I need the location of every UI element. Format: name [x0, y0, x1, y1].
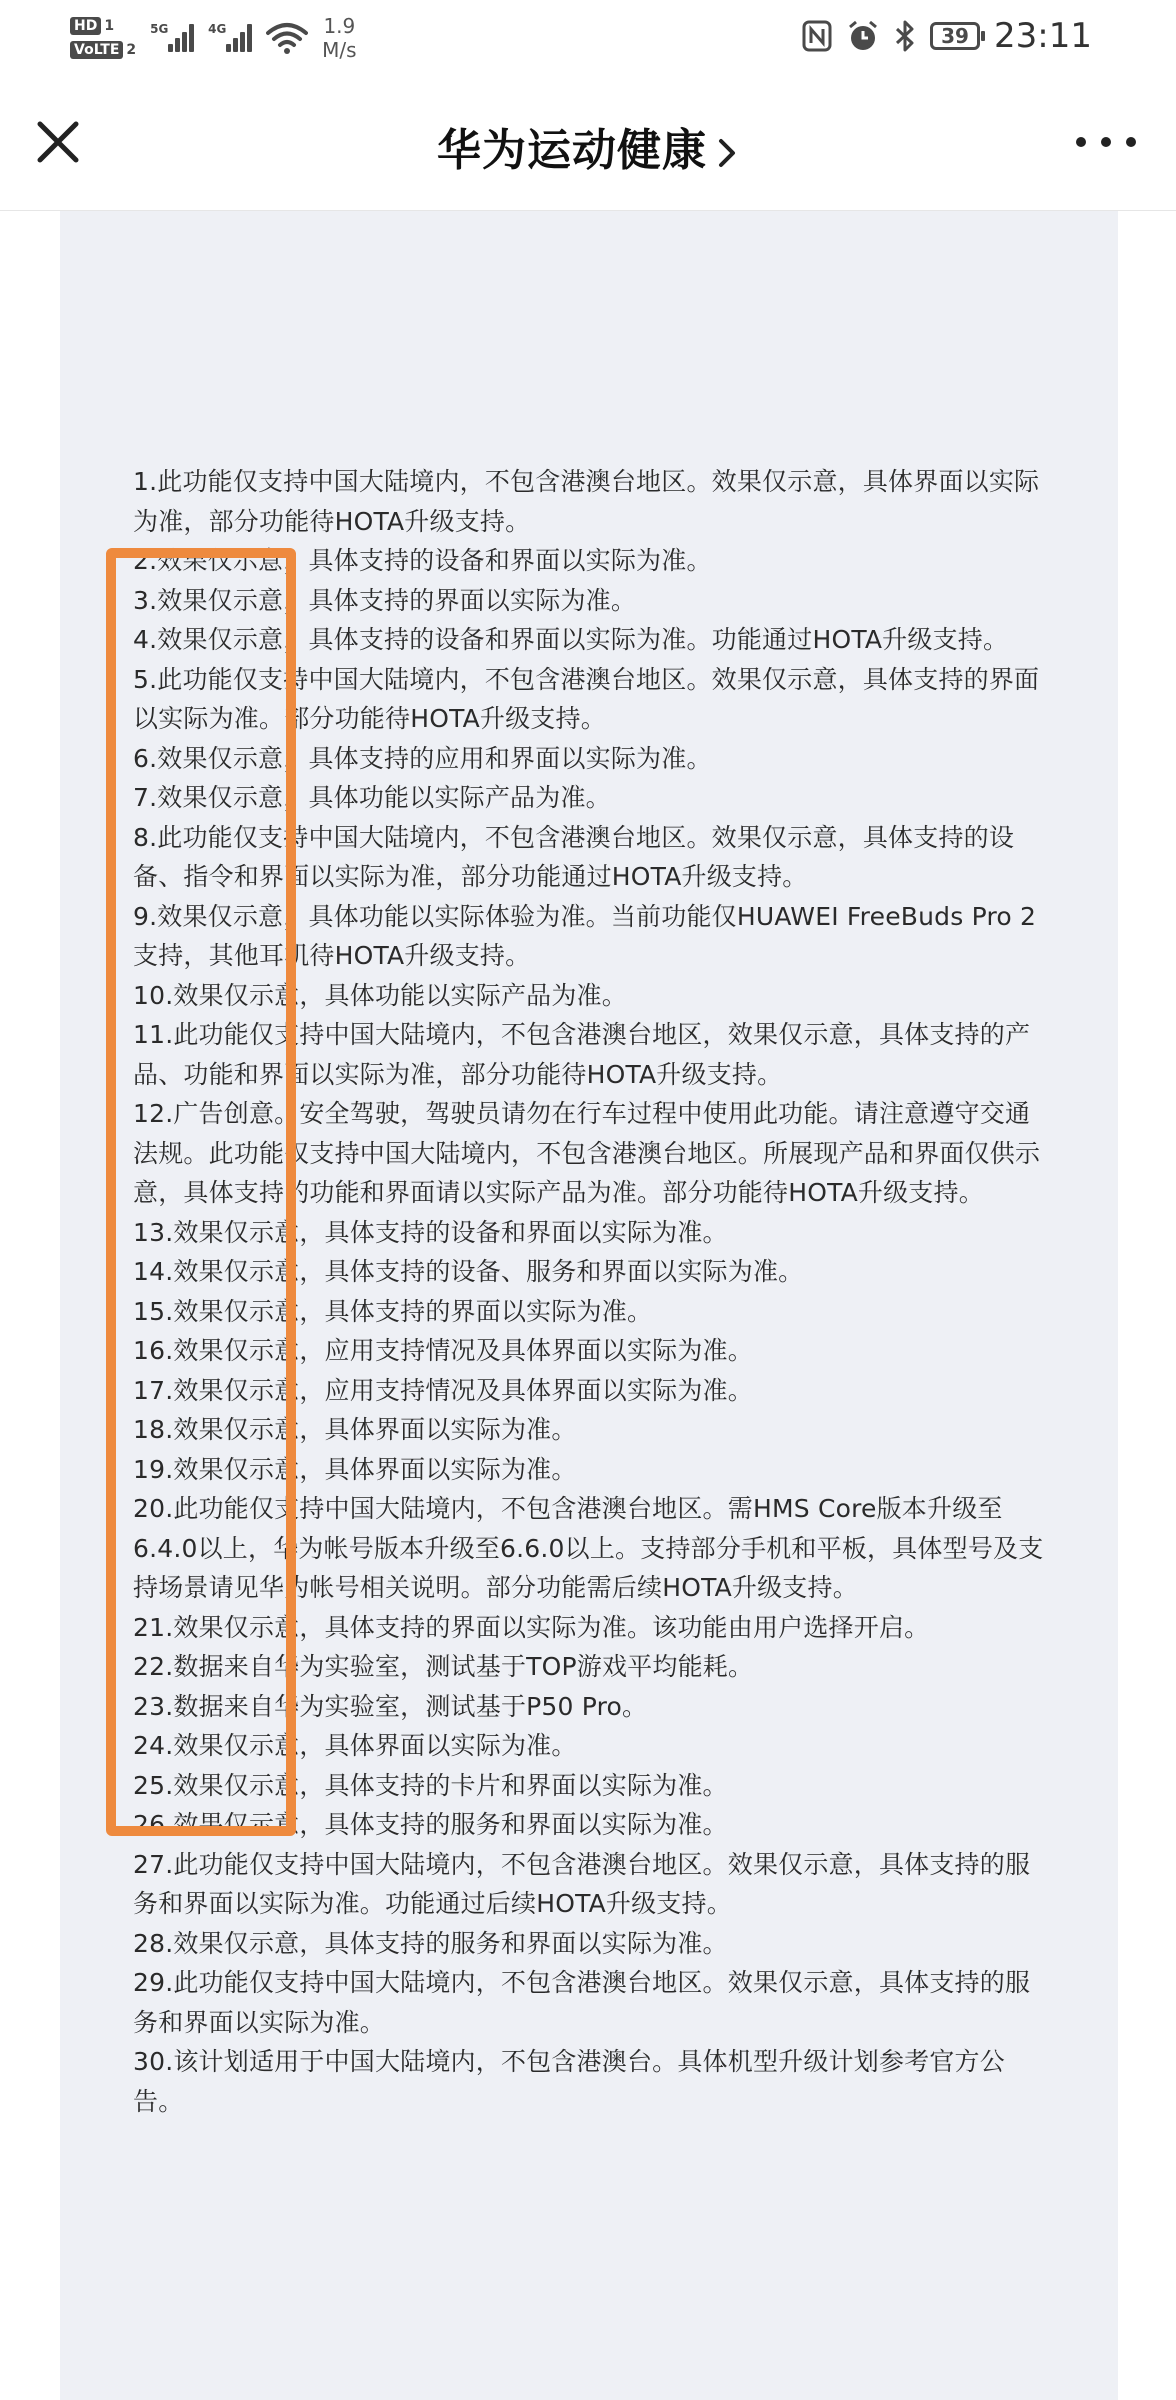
footnote-item: 11.此功能仅支持中国大陆境内，不包含港澳台地区，效果仅示意，具体支持的产品、功能和界面以实际为准，部分功能待HOTA升级支持。: [133, 1020, 1031, 1089]
bluetooth-icon: [894, 19, 916, 53]
signal-5g-label: 5G: [150, 22, 169, 36]
speed-unit: M/s: [322, 38, 357, 62]
volte-label: VoLTE: [70, 41, 123, 59]
footnote-item: 12.广告创意。安全驾驶，驾驶员请勿在行车过程中使用此功能。请注意遵守交通法规。此功能仅支持中国大陆境内，不包含港澳台地区。所展现产品和界面仅供示意，具体支持的功能和界面请以实际产品为准。部分功能待HOTA升级支持。: [133, 1099, 1041, 1207]
footnote-item: 10.效果仅示意，具体功能以实际产品为准。: [133, 980, 627, 1010]
wifi-icon: [266, 21, 308, 55]
network-speed: [322, 14, 356, 62]
footnote-item: 27.此功能仅支持中国大陆境内，不包含港澳台地区。效果仅示意，具体支持的服务和界面以实际为准。功能通过后续HOTA升级支持。: [133, 1849, 1031, 1918]
navigation-bar: [0, 72, 1176, 211]
status-left: [70, 8, 357, 68]
volte-badge: [70, 41, 136, 59]
footnote-item: 14.效果仅示意，具体支持的设备、服务和界面以实际为准。: [133, 1257, 804, 1286]
footnote-item: 6.效果仅示意，具体支持的应用和界面以实际为准。: [133, 743, 712, 773]
footnote-item: 16.效果仅示意，应用支持情况及具体界面以实际为准。: [133, 1336, 753, 1365]
status-bar: [0, 0, 1176, 72]
footnote-item: 4.效果仅示意，具体支持的设备和界面以实际为准。功能通过HOTA升级支持。: [133, 625, 1009, 654]
footnote-item: 26.效果仅示意，具体支持的服务和界面以实际为准。: [133, 1810, 728, 1839]
battery-level: 39: [941, 24, 969, 48]
footnote-item: 19.效果仅示意，具体界面以实际为准。: [133, 1454, 577, 1484]
footnote-item: 25.效果仅示意，具体支持的卡片和界面以实际为准。: [133, 1770, 728, 1800]
speed-value: 1.9: [323, 14, 356, 38]
battery-icon: [930, 22, 980, 50]
footnote-item: 9.效果仅示意，具体功能以实际体验为准。当前功能仅HUAWEI FreeBuds Pro 2支持，其他耳机待HOTA升级支持。: [133, 901, 1037, 970]
sim-badges: [70, 17, 136, 59]
footnote-item: 7.效果仅示意，具体功能以实际产品为准。: [133, 783, 611, 812]
footnote-item: 22.数据来自华为实验室，测试基于TOP游戏平均能耗。: [133, 1652, 754, 1681]
footnote-item: 23.数据来自华为实验室，测试基于P50 Pro。: [133, 1691, 648, 1721]
status-right: [802, 12, 1092, 60]
signal-4g-label: 4G: [208, 22, 227, 36]
footnote-item: 28.效果仅示意，具体支持的服务和界面以实际为准。: [133, 1928, 728, 1958]
clock: 23:11: [994, 16, 1092, 56]
footnote-item: 29.此功能仅支持中国大陆境内，不包含港澳台地区。效果仅示意，具体支持的服务和界面以实际为准。: [133, 1968, 1031, 2037]
footnote-item: 21.效果仅示意，具体支持的界面以实际为准。该功能由用户选择开启。: [133, 1612, 930, 1642]
footnote-item: 24.效果仅示意，具体界面以实际为准。: [133, 1731, 577, 1760]
nfc-icon: [802, 20, 832, 52]
footnote-item: 2.效果仅示意，具体支持的设备和界面以实际为准。: [133, 546, 712, 575]
footnote-item: 5.此功能仅支持中国大陆境内，不包含港澳台地区。效果仅示意，具体支持的界面以实际为准。部分功能待HOTA升级支持。: [133, 664, 1040, 733]
more-icon[interactable]: [1076, 124, 1136, 160]
hd-number: 1: [104, 18, 115, 34]
footnote-item: 8.此功能仅支持中国大陆境内，不包含港澳台地区。效果仅示意，具体支持的设备、指令和界面以实际为准，部分功能通过HOTA升级支持。: [133, 822, 1015, 891]
footnote-item: 1.此功能仅支持中国大陆境内，不包含港澳台地区。效果仅示意，具体界面以实际为准，部分功能待HOTA升级支持。: [133, 467, 1040, 536]
hd-badge: [70, 17, 136, 35]
footnote-list: [133, 462, 1045, 2121]
alarm-icon: [846, 19, 880, 53]
footnote-item: 15.效果仅示意，具体支持的界面以实际为准。: [133, 1296, 653, 1326]
footnote-item: 13.效果仅示意，具体支持的设备和界面以实际为准。: [133, 1217, 728, 1247]
footnote-item: 20.此功能仅支持中国大陆境内，不包含港澳台地区。需HMS Core版本升级至6.4.0以上，华为帐号版本升级至6.6.0以上。支持部分手机和平板，具体型号及支持场景请见华为帐号相关说明。部分功能需后续HOTA升级支持。: [133, 1494, 1044, 1602]
volte-number: 2: [126, 42, 137, 58]
chevron-right-icon: [715, 135, 739, 171]
footnote-item: 18.效果仅示意，具体界面以实际为准。: [133, 1415, 577, 1444]
footnote-item: 3.效果仅示意，具体支持的界面以实际为准。: [133, 585, 637, 615]
page-title[interactable]: [0, 114, 1176, 178]
hd-label: HD: [70, 17, 101, 35]
page-title-text: 华为运动健康: [437, 125, 707, 176]
footnote-item: 30.该计划适用于中国大陆境内，不包含港澳台。具体机型升级计划参考官方公告。: [133, 2047, 1005, 2116]
footnote-item: 17.效果仅示意，应用支持情况及具体界面以实际为准。: [133, 1375, 753, 1405]
signal-4g-icon: [208, 24, 252, 52]
signal-5g-icon: [150, 24, 194, 52]
